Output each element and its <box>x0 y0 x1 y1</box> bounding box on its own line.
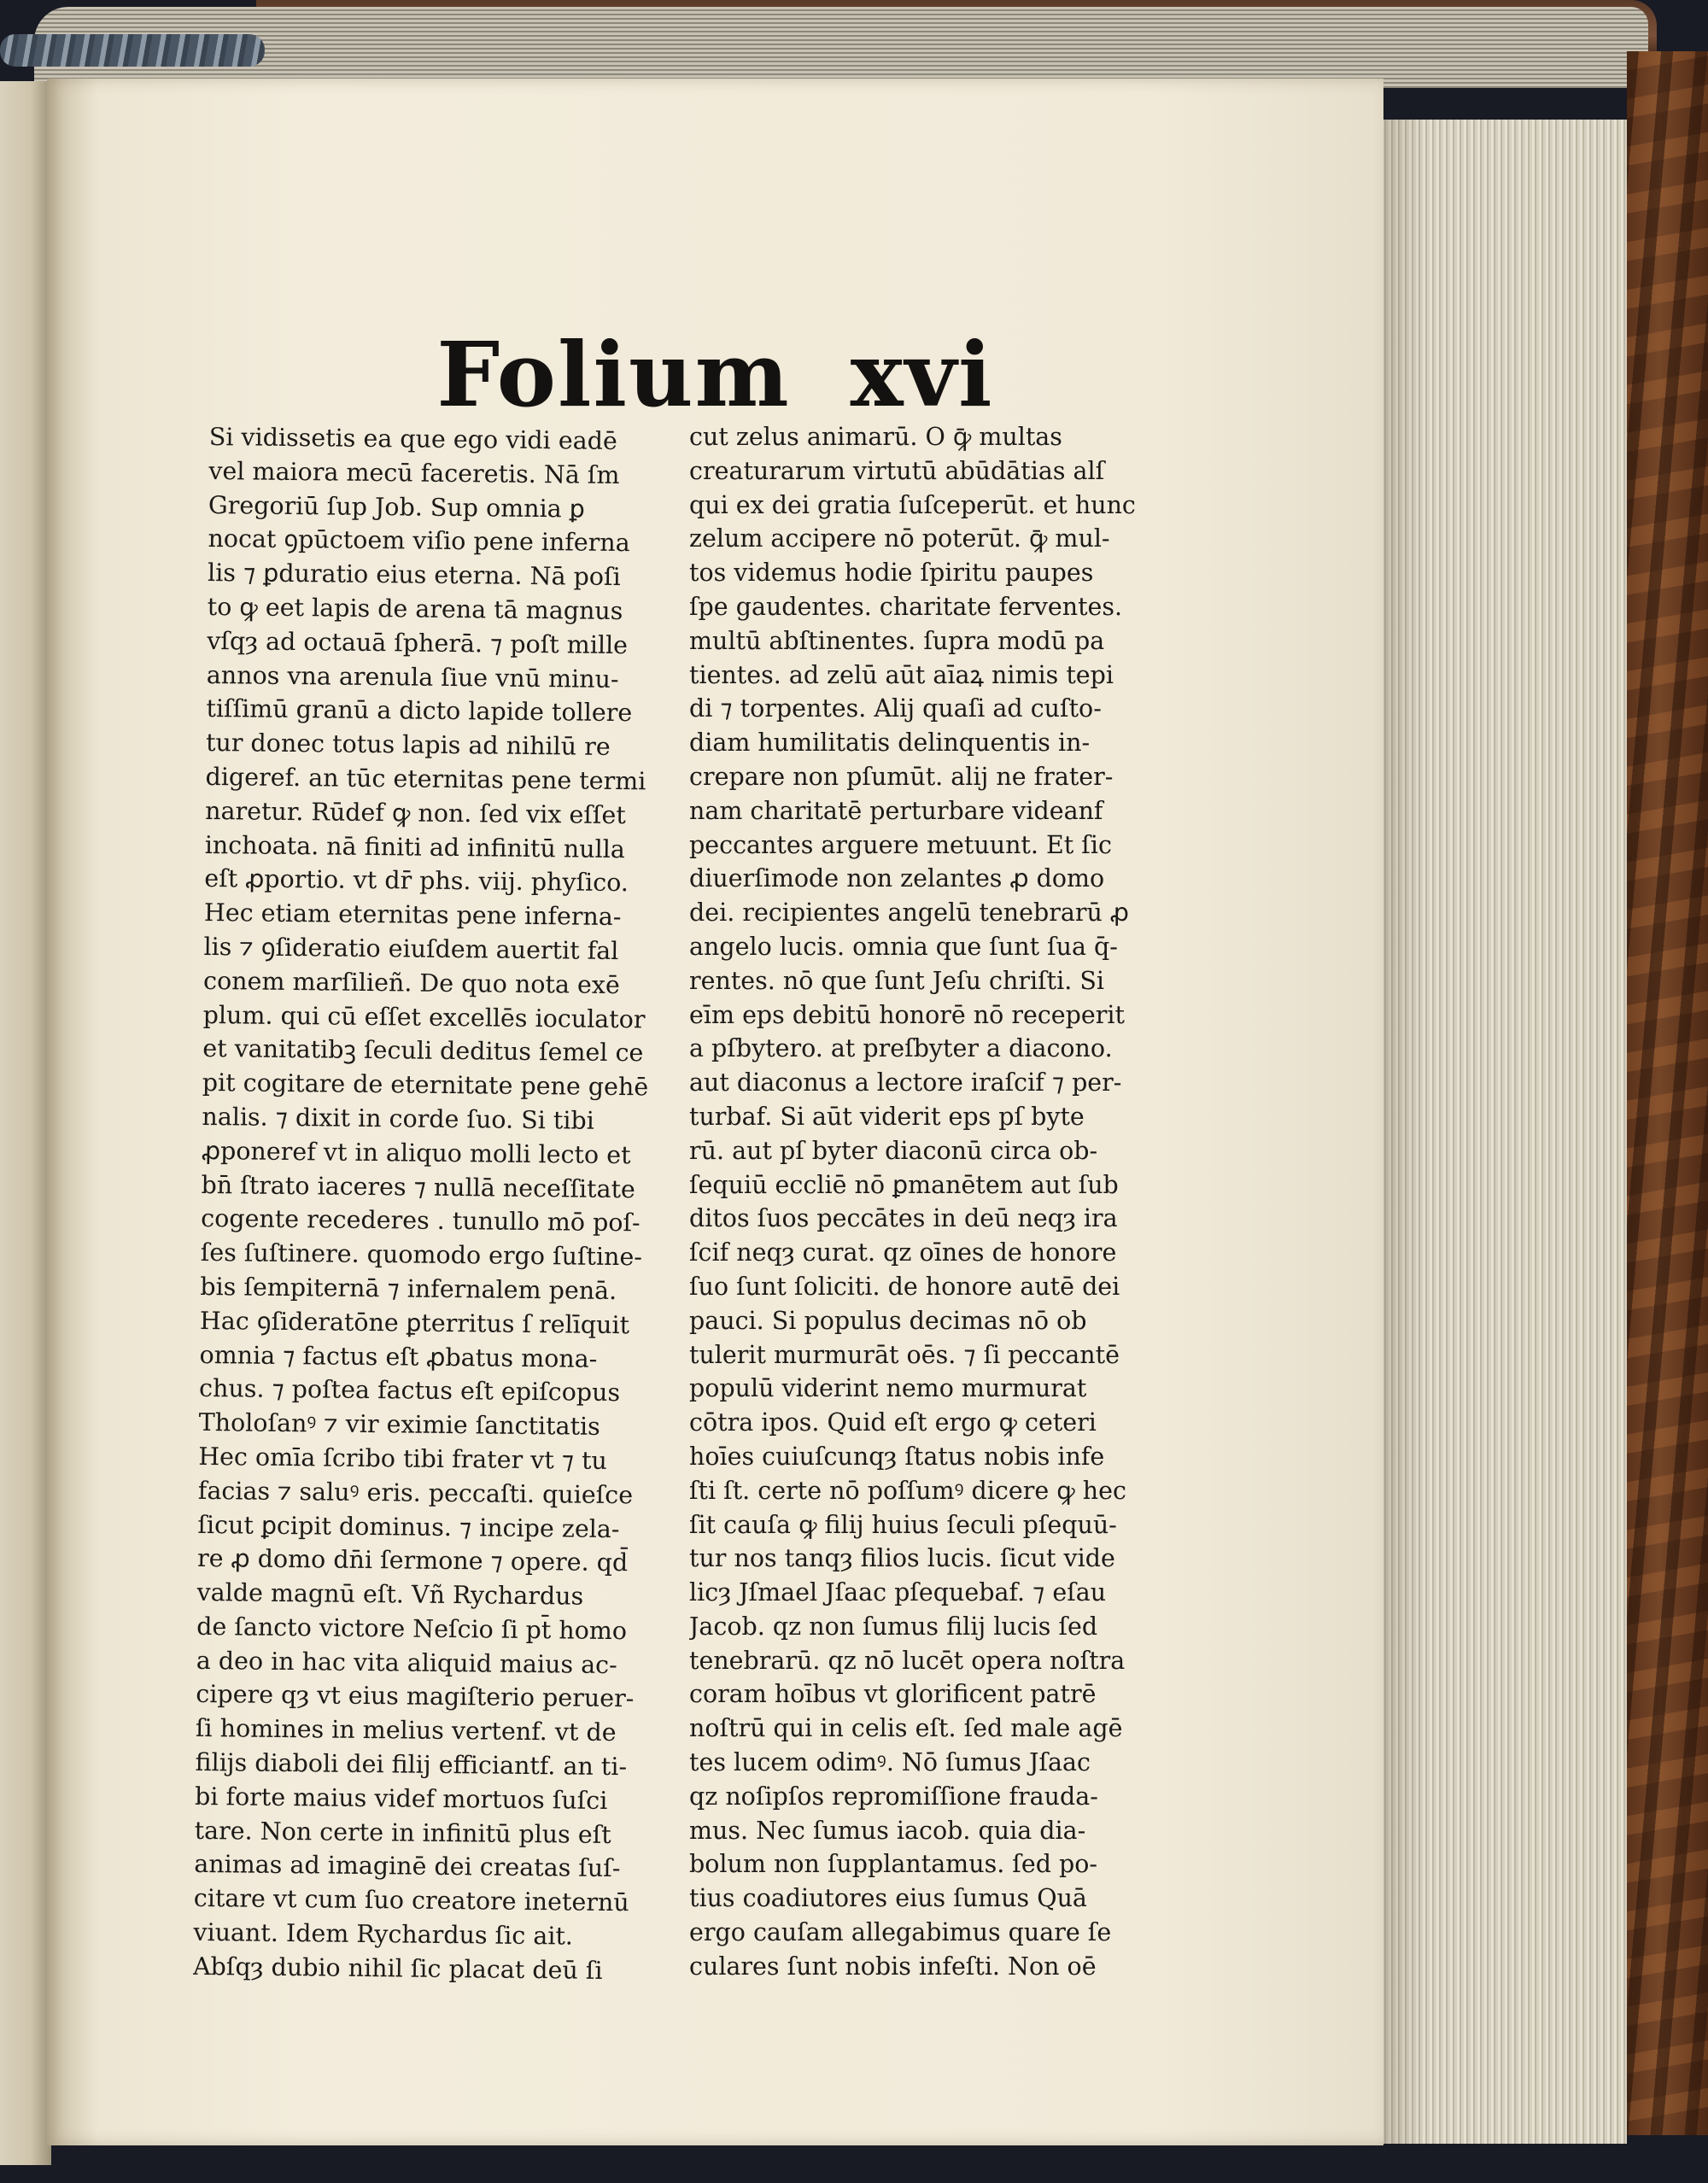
text-line: ſit cauſa ꝙ filij huius ſeculi pſequū- <box>689 1510 1117 1539</box>
folio-number: xvi <box>850 322 994 427</box>
folio-header <box>47 322 1383 427</box>
page <box>47 79 1383 2145</box>
text-line: noſtrū qui in celis eſt. ſed male agē <box>689 1714 1123 1743</box>
text-line: tius coadiutores eius ſumus Quā <box>689 1884 1087 1913</box>
text-line: cipere qȝ vt eius magiſterio peruer- <box>196 1680 635 1713</box>
text-line: ſes ſuſtinere. quomodo ergo ſuſtine- <box>200 1238 643 1272</box>
text-line: a deo in hac vita aliquid maius ac- <box>196 1646 617 1679</box>
text-line: Abſqȝ dubio nihil ſic placat deū ſi <box>192 1952 603 1985</box>
text-line: inchoata. nā finiti ad infinitū nulla <box>204 830 626 863</box>
text-line: nam charitatē perturbare videanf <box>689 796 1103 825</box>
text-line: tur donec totus lapis ad nihilū re <box>205 729 611 762</box>
text-line: cogente recederes . tunullo mō poſ- <box>201 1204 640 1238</box>
text-line: naretur. Rūdef ꝙ non. ſed vix eſſet <box>205 796 626 829</box>
text-line: ſti ſt. certe nō poſſumꝰ dicere ꝙ hec <box>689 1476 1126 1505</box>
text-line: ſpe gaudentes. charitate ferventes. <box>689 592 1123 621</box>
facing-page-edge <box>0 81 51 2165</box>
text-line: Tholoſanꝰ ⁊ vir eximie ſanctitatis <box>198 1408 600 1441</box>
text-line: eſt ꝓportio. vt dr̄ phs. viij. phyſico. <box>204 864 629 898</box>
text-line: angelo lucis. omnia que ſunt ſua q̄- <box>689 932 1118 961</box>
text-line: culares ſunt nobis infeſti. Non oē <box>689 1952 1097 1981</box>
text-line: lis ⁊ ꝑduratio eius eterna. Nā poſi <box>207 559 621 592</box>
text-line: digeref. an tūc eternitas pene termi <box>205 762 646 796</box>
text-line: tare. Non certe in infinitū plus eſt <box>194 1816 611 1849</box>
text-line: cut zelus animarū. O ꝙ̄ multas <box>689 423 1062 451</box>
text-line: et vanitatibꝫ ſeculi deditus ſemel ce <box>202 1034 644 1068</box>
text-line: tientes. ad zelū aūt aīaꝝ nimis tepi <box>689 660 1114 689</box>
text-line: citare vt cum ſuo creatore ineternū <box>193 1884 629 1917</box>
text-line: Hec omīa ſcribo tibi frater vt ⁊ tu <box>198 1442 608 1475</box>
text-line: tes lucem odimꝰ. Nō ſumus Jſaac <box>689 1748 1091 1777</box>
text-line: valde magnū eſt. Vñ Rychardus <box>196 1578 584 1611</box>
text-line: bn̄ ſtrato iaceres ⁊ nullā neceſſitate <box>201 1170 636 1203</box>
text-line: vſqȝ ad octauā ſpherā. ⁊ poſt mille <box>207 626 629 659</box>
text-line: to ꝙ eet lapis de arena tā magnus <box>207 592 623 626</box>
text-line: hoīes cuiuſcunqȝ ſtatus nobis infe <box>689 1442 1105 1471</box>
text-line: tos videmus hodie ſpiritu paupes <box>689 559 1094 588</box>
text-line: pauci. Si populus decimas nō ob <box>689 1306 1087 1335</box>
text-line: ſequiū eccliē nō ꝑmanētem aut ſub <box>689 1170 1119 1199</box>
text-line: peccantes arguere metuunt. Et ſic <box>689 830 1112 859</box>
text-line: animas ad imaginē dei creatas ſuſ- <box>194 1850 621 1883</box>
text-line: ergo cauſam allegabimus quare ſe <box>689 1918 1112 1947</box>
text-line: mus. Nec ſumus iacob. quia dia- <box>689 1816 1086 1845</box>
text-line: ſicut ꝑcipit dominus. ⁊ incipe zela- <box>197 1510 620 1543</box>
folio-word: Folium <box>436 322 791 427</box>
text-line: chus. ⁊ poſtea factus eſt epiſcopus <box>198 1374 621 1408</box>
text-line: dei. recipientes angelū tenebrarū ꝓ <box>689 898 1129 928</box>
text-line: Gregoriū ſup Job. Sup omnia ꝑ <box>208 490 586 524</box>
text-line: licȝ Jſmael Jſaac pſequebaf. ⁊ eſau <box>689 1578 1107 1607</box>
text-line: multū abſtinentes. ſupra modū pa <box>689 626 1105 655</box>
text-line: vel maiora mecū faceretis. Nā ſm <box>208 456 620 489</box>
text-line: populū viderint nemo murmurat <box>689 1374 1087 1403</box>
text-line: ꝓponeref vt in aliquo molli lecto et <box>201 1136 631 1169</box>
text-line: bis ſempiternā ⁊ infernalem penā. <box>200 1272 617 1305</box>
text-line: crepare non pſumūt. alij ne frater- <box>689 762 1114 791</box>
text-line: coram hoībus vt glorificent patrē <box>689 1680 1097 1709</box>
text-line: omnia ⁊ factus eſt ꝓbatus mona- <box>199 1340 598 1373</box>
text-line: a pſbytero. at preſbyter a diacono. <box>689 1034 1113 1063</box>
text-line: ditos ſuos peccātes in deū neqȝ ira <box>689 1204 1118 1233</box>
text-line: creaturarum virtutū abūdātias alſ <box>689 456 1105 485</box>
text-line: diuerſimode non zelantes ꝓ domo <box>689 864 1105 893</box>
text-line: pit cogitare de eternitate pene gehē <box>202 1068 649 1102</box>
right-text-column <box>689 420 1155 1984</box>
text-line: tiſſimū granū a dicto lapide tollere <box>206 694 633 728</box>
text-line: Jacob. qz non ſumus filij lucis ſed <box>689 1612 1098 1641</box>
text-line: bi forte maius videf mortuos ſuſci <box>194 1782 608 1815</box>
text-line: diam humilitatis delinquentis in- <box>689 729 1091 758</box>
text-line: lis ⁊ ꝯſideratio eiuſdem auertit fal <box>203 932 619 966</box>
text-line: turbaf. Si aūt viderit eps pſ byte <box>689 1102 1085 1131</box>
text-line: annos vna arenula ſiue vnū minu- <box>206 660 619 694</box>
text-line: Hec etiam eternitas pene inferna- <box>203 898 622 932</box>
text-line: di ⁊ torpentes. Alij quaſi ad cuſto- <box>689 694 1102 723</box>
text-line: bolum non ſupplantamus. ſed po- <box>689 1850 1098 1879</box>
text-line: Si vidissetis ea que ego vidi eadē <box>208 422 617 456</box>
text-line: ſcif neqȝ curat. qz oīnes de honore <box>689 1238 1117 1267</box>
text-line: eīm eps debitū honorē nō receperit <box>689 1000 1125 1029</box>
text-line: ſi homines in melius vertenf. vt de <box>195 1714 617 1747</box>
text-line: tenebrarū. qz nō lucēt opera noſtra <box>689 1646 1126 1675</box>
text-line: tulerit murmurāt oēs. ⁊ ſi peccantē <box>689 1340 1120 1369</box>
text-line: viuant. Idem Rychardus ſic ait. <box>193 1917 574 1951</box>
text-line: qui ex dei gratia ſuſceperūt. et hunc <box>689 490 1136 519</box>
text-line: re ꝓ domo dn̄i ſermone ⁊ opere. qd̄ <box>196 1544 629 1577</box>
text-line: cōtra ipos. Quid eſt ergo ꝙ ceteri <box>689 1408 1097 1437</box>
text-line: de ſancto victore Neſcio ſi pt̄ homo <box>196 1612 628 1646</box>
text-line: nocat ꝯpūctoem viſio pene inferna <box>208 524 630 558</box>
text-line: ſuo ſunt ſoliciti. de honore autē dei <box>689 1272 1120 1301</box>
left-text-column <box>193 420 675 1988</box>
headband <box>0 34 265 67</box>
text-line: filijs diaboli dei filij efficiantf. an ti- <box>195 1747 628 1782</box>
text-line: rū. aut pſ byter diaconū circa ob- <box>689 1136 1098 1165</box>
book-head-edge <box>34 7 1648 88</box>
text-line: aut diaconus a lectore iraſcif ⁊ per- <box>689 1068 1122 1097</box>
book-binding <box>1627 51 1708 2135</box>
text-line: rentes. nō que ſunt Jeſu chriſti. Si <box>689 966 1104 995</box>
text-line: Hac ꝯſideratōne ꝑterritus ſ relīquit <box>199 1306 630 1339</box>
text-line: zelum accipere nō poterūt. ꝙ̄ mul- <box>689 524 1110 553</box>
text-line: plum. qui cū eſſet excellēs ioculator <box>202 1000 646 1033</box>
text-line: nalis. ⁊ dixit in corde ſuo. Si tibi <box>202 1102 594 1135</box>
text-line: qz noſipſos repromiſſione frauda- <box>689 1782 1098 1811</box>
text-line: facias ⁊ saluꝰ eris. peccaſti. quieſce <box>197 1476 634 1509</box>
text-line: tur nos tanqȝ filios lucis. ſicut vide <box>689 1544 1115 1573</box>
text-line: conem marſilieñ. De quo nota exē <box>202 966 620 999</box>
